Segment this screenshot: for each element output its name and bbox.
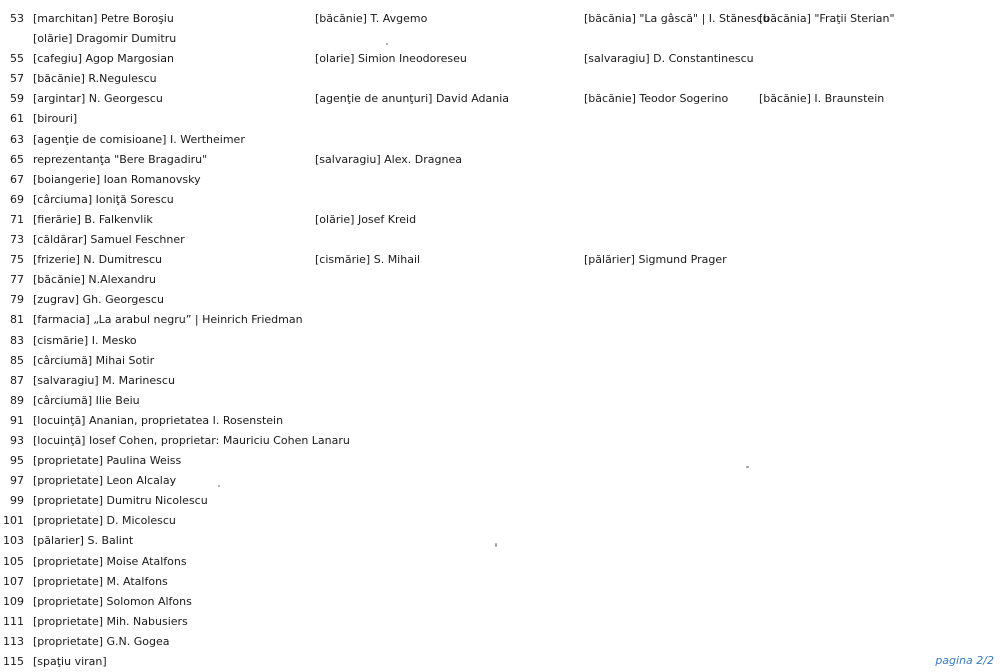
occupant-entry: [cârciumă] Ilie Beiu: [33, 393, 140, 407]
street-number: 63: [10, 132, 24, 146]
occupant-entry: [băcănia] "La gâscă" | I. Stănescu: [584, 12, 770, 25]
occupant-entry: [căldărar] Samuel Feschner: [33, 233, 185, 247]
street-number: 99: [10, 494, 24, 508]
list-row: [0, 130, 1000, 150]
list-row: [0, 331, 1000, 351]
occupant-entry: [proprietate] Dumitru Nicolescu: [33, 494, 208, 508]
occupant-entry: [cârciumă] Mihai Sotir: [33, 353, 155, 367]
street-number: 75: [10, 253, 24, 267]
occupant-entry: [olărie] Josef Kreid: [315, 212, 417, 226]
occupant-entry: [fierărie] B. Falkenvlik: [33, 212, 153, 226]
street-number: 57: [10, 72, 24, 86]
scan-speck: [386, 43, 388, 45]
list-row: [0, 572, 1000, 592]
street-number: 97: [10, 474, 24, 488]
street-number: 67: [10, 172, 24, 186]
occupant-entry: [boiangerie] Ioan Romanovsky: [33, 172, 201, 186]
occupant-entry: [locuinţă] Iosef Cohen, proprietar: Mauriciu Cohen Lanaru: [33, 433, 350, 447]
occupant-entry: [olarie] Simion Ineodoreseu: [315, 52, 467, 66]
list-row: [0, 471, 1000, 491]
list-row: [0, 351, 1000, 371]
occupant-entry: [băcănie] R.Negulescu: [33, 72, 157, 86]
occupant-entry: reprezentanţa "Bere Bragadiru": [33, 152, 208, 166]
occupant-entry: [proprietate] D. Micolescu: [33, 514, 176, 528]
street-number: 101: [3, 514, 24, 528]
street-number: 77: [10, 273, 24, 287]
list-row: [0, 9, 1000, 29]
list-row: [0, 411, 1000, 431]
list-row: [0, 170, 1000, 190]
occupant-entry: [olărie] Dragomir Dumitru: [33, 32, 177, 46]
street-number: 105: [3, 554, 24, 568]
street-number: 95: [10, 454, 24, 468]
occupant-entry: [salvaragiu] Alex. Dragnea: [315, 152, 462, 166]
list-row: [0, 210, 1000, 230]
list-row: [0, 29, 1000, 49]
occupant-entry: [spaţiu viran]: [33, 655, 107, 668]
scan-speck: [218, 485, 220, 487]
list-row: [0, 49, 1000, 69]
occupant-entry: [proprietate] G.N. Gogea: [33, 634, 170, 648]
occupant-entry: [zugrav] Gh. Georgescu: [33, 293, 164, 307]
list-row: [0, 632, 1000, 652]
list-row: [0, 431, 1000, 451]
occupant-entry: [băcănie] I. Braunstein: [759, 92, 885, 106]
list-row: [0, 511, 1000, 531]
street-number: 113: [3, 634, 24, 648]
street-number: 91: [10, 413, 24, 427]
occupant-entry: [marchitan] Petre Boroşiu: [33, 12, 174, 25]
occupant-entry: [salvaragiu] D. Constantinescu: [584, 52, 754, 66]
street-number: 87: [10, 373, 24, 387]
list-row: [0, 230, 1000, 250]
address-list: [0, 9, 1000, 672]
list-row: [0, 371, 1000, 391]
street-number: 115: [3, 655, 24, 668]
list-row: [0, 451, 1000, 471]
street-number: 81: [10, 313, 24, 327]
occupant-entry: [proprietate] M. Atalfons: [33, 574, 168, 588]
street-number: 103: [3, 534, 24, 548]
street-number: 79: [10, 293, 24, 307]
list-row: [0, 491, 1000, 511]
list-row: [0, 290, 1000, 310]
occupant-entry: [băcănie] Teodor Sogerino: [584, 92, 729, 106]
street-number: 59: [10, 92, 24, 106]
occupant-entry: [proprietate] Mih. Nabusiers: [33, 614, 188, 628]
street-number: 65: [10, 152, 24, 166]
occupant-entry: [băcănie] T. Avgemo: [315, 12, 428, 25]
street-number: 71: [10, 212, 24, 226]
list-row: [0, 531, 1000, 551]
occupant-entry: [locuinţă] Ananian, proprietatea I. Rosenstein: [33, 413, 284, 427]
street-number: 93: [10, 433, 24, 447]
list-row: [0, 652, 1000, 672]
street-number: 89: [10, 393, 24, 407]
street-number: 85: [10, 353, 24, 367]
street-number: 109: [3, 594, 24, 608]
scan-speck: [746, 466, 749, 468]
list-row: [0, 69, 1000, 89]
list-row: [0, 592, 1000, 612]
street-number: 69: [10, 192, 24, 206]
occupant-entry: [cismărie] S. Mihail: [315, 253, 421, 267]
list-row: [0, 612, 1000, 632]
street-number: 83: [10, 333, 24, 347]
list-row: [0, 310, 1000, 330]
occupant-entry: [proprietate] Moise Atalfons: [33, 554, 187, 568]
occupant-entry: [proprietate] Paulina Weiss: [33, 454, 182, 468]
occupant-entry: [frizerie] N. Dumitrescu: [33, 253, 162, 267]
occupant-entry: [băcănia] "Fraţii Sterian": [759, 12, 895, 25]
occupant-entry: [băcănie] N.Alexandru: [33, 273, 156, 287]
list-row: [0, 552, 1000, 572]
occupant-entry: [birouri]: [33, 112, 78, 126]
occupant-entry: [proprietate] Solomon Alfons: [33, 594, 192, 608]
occupant-entry: [argintar] N. Georgescu: [33, 92, 163, 106]
occupant-entry: [agenţie de anunţuri] David Adania: [315, 92, 510, 106]
list-row: [0, 190, 1000, 210]
scan-speck: [495, 543, 497, 547]
street-number: 53: [10, 12, 24, 25]
occupant-entry: [pălărier] Sigmund Prager: [584, 253, 727, 267]
occupant-entry: [agenţie de comisioane] I. Wertheimer: [33, 132, 245, 146]
page-number: pagina 2/2: [935, 654, 994, 667]
occupant-entry: [cismărie] I. Mesko: [33, 333, 137, 347]
list-row: [0, 89, 1000, 109]
occupant-entry: [farmacia] „La arabul negru” | Heinrich Friedman: [33, 313, 303, 327]
street-number: 73: [10, 233, 24, 247]
street-number: 55: [10, 52, 24, 66]
occupant-entry: [pălarier] S. Balint: [33, 534, 134, 548]
occupant-entry: [cârciuma] Ioniţă Sorescu: [33, 192, 174, 206]
street-number: 61: [10, 112, 24, 126]
list-row: [0, 270, 1000, 290]
occupant-entry: [proprietate] Leon Alcalay: [33, 474, 177, 488]
street-number: 111: [3, 614, 24, 628]
list-row: [0, 109, 1000, 129]
list-row: [0, 250, 1000, 270]
list-row: [0, 391, 1000, 411]
occupant-entry: [salvaragiu] M. Marinescu: [33, 373, 175, 387]
occupant-entry: [cafegiu] Agop Margosian: [33, 52, 175, 66]
list-row: [0, 150, 1000, 170]
street-number: 107: [3, 574, 24, 588]
